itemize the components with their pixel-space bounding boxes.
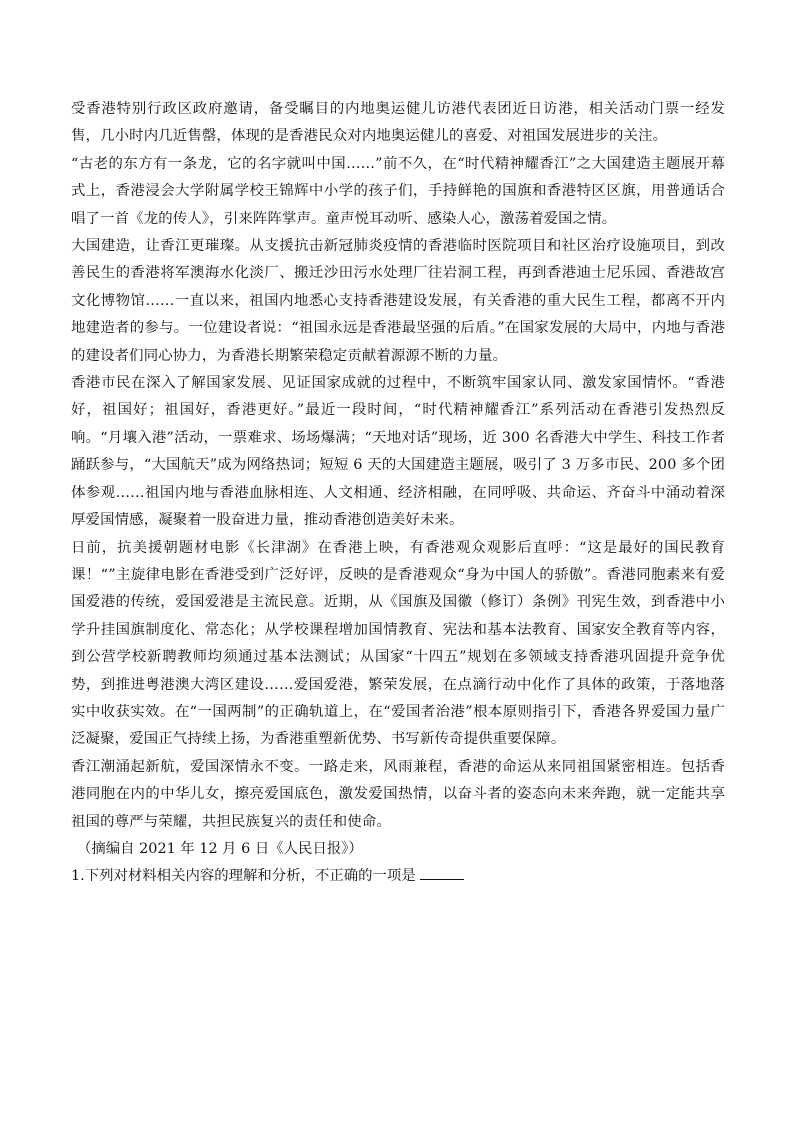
answer-blank[interactable] (420, 865, 464, 880)
paragraph-1: 受香港特别行政区政府邀请，备受瞩目的内地奥运健儿访港代表团近日访港，相关活动门票一经发售，几小时内几近售罄，体现的是香港民众对内地奥运健儿的喜爱、对祖国发展进步的关注。 (71, 101, 725, 145)
source-citation: （摘编自 2021 年 12 月 6 日《人民日报》） (77, 840, 363, 857)
paragraph-2: “古老的东方有一条龙，它的名字就叫中国……”前不久，在“时代精神耀香江”之大国建造主题展开幕式上，香港浸会大学附属学校王锦辉中小学的孩子们，手持鲜艳的国旗和香港特区区旗，用普通话合唱了一首《龙的传人》，引来阵阵掌声。童声悦耳动听、感染人心，激荡着爱国之情。 (71, 155, 725, 227)
paragraph-6: 香江潮涌起新航，爱国深情永不变。一路走来，风雨兼程，香港的命运从来同祖国紧密相连。包括香港同胞在内的中华儿女，擦亮爱国底色，激发爱国热情，以奋斗者的姿态向未来奔跑，就一定能共享祖国的尊严与荣耀，共担民族复兴的责任和使命。 (71, 758, 725, 830)
paragraph-5: 日前，抗美援朝题材电影《长津湖》在香港上映，有香港观众观影后直呼：“这是最好的国民教育课！“”主旋律电影在香港受到广泛好评，反映的是香港观众“身为中国人的骄傲”。香港同胞素来有爱国爱港的传统，爱国爱港是主流民意。近期，从《国旗及国徽（修订）条例》刊宪生效，到香港中小学升挂国旗制度化、常态化；从学校课程增加国情教育、宪法和基本法教育、国家安全教育等内容，到公营学校新聘教师均须通过基本法测试；从国家“十四五”规划在多领域支持香港巩固提升竞争优势，到推进粤港澳大湾区建设……爱国爱港，繁荣发展，在点滴行动中化作了具体的政策，于落地落实中收获实效。在“一国两制”的正确轨道上，在“爱国者治港”根本原则指引下，香港各界爱国力量广泛凝聚，爱国正气持续上扬，为香港重塑新优势、书写新传奇提供重要保障。 (71, 539, 725, 748)
document-page (71, 96, 725, 891)
question-1 (71, 863, 725, 890)
question-1-text: 1.下列对材料相关内容的理解和分析，不正确的一项是 (71, 868, 416, 885)
paragraph-4: 香港市民在深入了解国家发展、见证国家成就的过程中，不断筑牢国家认同、激发家国情怀。“香港好，祖国好；祖国好，香港更好。”最近一段时间，“时代精神耀香江”系列活动在香港引发热烈反响。“月壤入港”活动，一票难求、场场爆满；“天地对话”现场，近 300 名香港大中学生、科技工作者踊跃参与，“大国航天”成为网络热词；短短 6 天的大国建造主题展，吸引了 3 万多市民、200 多个团体参观……祖国内地与香港血脉相连、人文相通、经济相融，在同呼吸、共命运、齐奋斗中涌动着深厚爱国情感，凝聚着一股奋进力量，推动香港创造美好未来。 (71, 375, 725, 529)
paragraph-3: 大国建造，让香江更璀璨。从支援抗击新冠肺炎疫情的香港临时医院项目和社区治疗设施项目，到改善民生的香港将军澳海水化淡厂、搬迁沙田污水处理厂往岩洞工程，再到香港迪士尼乐园、香港故宫文化博物馆……一直以来，祖国内地悉心支持香港建设发展，有关香港的重大民生工程，都离不开内地建造者的参与。一位建设者说：“祖国永远是香港最坚强的后盾。”在国家发展的大局中，内地与香港的建设者们同心协力，为香港长期繁荣稳定贡献着源源不断的力量。 (71, 238, 725, 364)
